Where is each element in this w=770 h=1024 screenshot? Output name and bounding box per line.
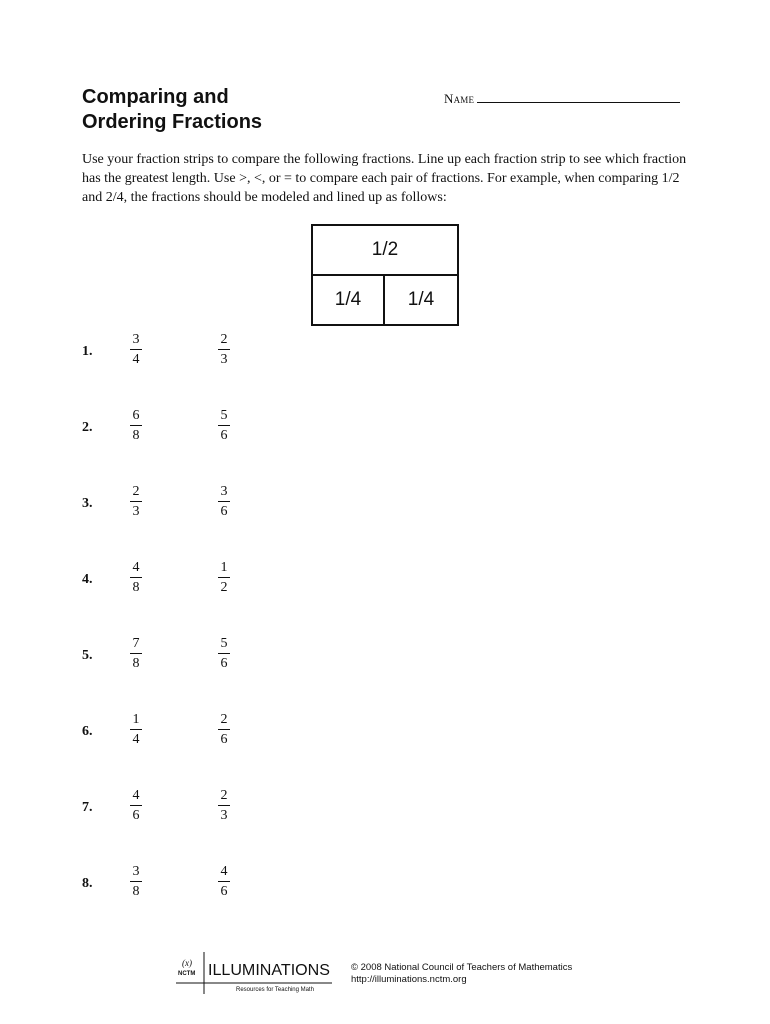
- fraction-a: [128, 635, 144, 672]
- fraction-bar: [218, 881, 230, 882]
- fraction-bar: [218, 729, 230, 730]
- denominator: 3: [220, 808, 228, 823]
- problem-row: [82, 407, 282, 451]
- fraction-b: [216, 483, 232, 520]
- strip-quarter-2: 1/4: [407, 289, 435, 310]
- problem-row: [82, 483, 282, 527]
- fraction-bar: [218, 577, 230, 578]
- fraction-b: [216, 635, 232, 672]
- denominator: 6: [132, 808, 140, 823]
- fraction-a: [128, 863, 144, 900]
- fraction-bar: [130, 805, 142, 806]
- denominator: 8: [132, 428, 140, 443]
- problem-number: 3.: [82, 496, 93, 511]
- fraction-a: [128, 331, 144, 368]
- strip-quarter-1: 1/4: [313, 276, 385, 324]
- denominator: 6: [220, 732, 228, 747]
- denominator: 2: [220, 580, 228, 595]
- problem-number: 6.: [82, 724, 93, 739]
- numerator: 1: [132, 712, 140, 727]
- title-line-1: Comparing and: [82, 86, 229, 108]
- problem-number: 2.: [82, 420, 93, 435]
- numerator: 5: [220, 636, 228, 651]
- fraction-b: [216, 407, 232, 444]
- numerator: 4: [132, 560, 140, 575]
- fraction-bar: [218, 501, 230, 502]
- denominator: 4: [132, 352, 140, 367]
- strip-half: 1/2: [313, 226, 457, 276]
- problem-number: 8.: [82, 876, 93, 891]
- svg-text:NCTM: NCTM: [178, 971, 196, 977]
- denominator: 6: [220, 428, 228, 443]
- numerator: 5: [220, 408, 228, 423]
- problem-number: 1.: [82, 344, 93, 359]
- numerator: 2: [220, 332, 228, 347]
- instructions-text: Use your fraction strips to compare the following fractions. Line up each fraction strip to see which fraction has the greatest length. Use >, <, or = to compare each pair of fractions. For example, when comparing 1/2 and 2/4, the fractions should be modeled and lined up as follows:: [82, 152, 687, 205]
- numerator: 3: [220, 484, 228, 499]
- fraction-b: [216, 863, 232, 900]
- denominator: 8: [132, 656, 140, 671]
- svg-text:ILLUMINATIONS: ILLUMINATIONS: [208, 962, 330, 979]
- footer-copyright: [351, 962, 572, 986]
- problem-row: [82, 711, 282, 755]
- copyright-line: © 2008 National Council of Teachers of Mathematics: [351, 962, 573, 973]
- denominator: 8: [132, 884, 140, 899]
- fraction-bar: [130, 349, 142, 350]
- fraction-b: [216, 331, 232, 368]
- problem-row: [82, 559, 282, 603]
- fraction-b: [216, 559, 232, 596]
- problem-row: [82, 331, 282, 375]
- denominator: 6: [220, 884, 228, 899]
- svg-text:(x): (x): [182, 958, 192, 968]
- problem-row: [82, 787, 282, 831]
- denominator: 6: [220, 656, 228, 671]
- fraction-bar: [218, 805, 230, 806]
- numerator: 4: [132, 788, 140, 803]
- fraction-bar: [130, 577, 142, 578]
- svg-text:Resources for Teaching Math: Resources for Teaching Math: [236, 987, 314, 993]
- numerator: 6: [132, 408, 140, 423]
- fraction-bar: [130, 729, 142, 730]
- name-label: Name: [444, 91, 475, 106]
- numerator: 2: [220, 712, 228, 727]
- fraction-b: [216, 711, 232, 748]
- problem-row: [82, 863, 282, 907]
- fraction-bar: [218, 425, 230, 426]
- numerator: 4: [220, 864, 228, 879]
- fraction-bar: [130, 501, 142, 502]
- fraction-a: [128, 711, 144, 748]
- fraction-a: [128, 559, 144, 596]
- problem-number: 7.: [82, 800, 93, 815]
- denominator: 6: [220, 504, 228, 519]
- fraction-a: [128, 407, 144, 444]
- numerator: 3: [132, 864, 140, 879]
- title-line-2: Ordering Fractions: [82, 111, 263, 133]
- fraction-bar: [130, 425, 142, 426]
- footer-url: http://illuminations.nctm.org: [351, 974, 467, 985]
- problem-row: [82, 635, 282, 679]
- denominator: 8: [132, 580, 140, 595]
- fraction-bar: [218, 653, 230, 654]
- fraction-bar: [130, 653, 142, 654]
- name-field: [444, 90, 680, 107]
- fraction-a: [128, 483, 144, 520]
- name-blank-line: [477, 90, 680, 103]
- denominator: 4: [132, 732, 140, 747]
- fraction-a: [128, 787, 144, 824]
- denominator: 3: [132, 504, 140, 519]
- numerator: 7: [132, 636, 140, 651]
- problem-number: 4.: [82, 572, 93, 587]
- denominator: 3: [220, 352, 228, 367]
- numerator: 3: [132, 332, 140, 347]
- fraction-bar: [218, 349, 230, 350]
- illuminations-logo: [174, 951, 334, 995]
- numerator: 2: [132, 484, 140, 499]
- problem-number: 5.: [82, 648, 93, 663]
- example-fraction-strip: [311, 224, 459, 326]
- numerator: 1: [220, 560, 228, 575]
- fraction-bar: [130, 881, 142, 882]
- fraction-b: [216, 787, 232, 824]
- numerator: 2: [220, 788, 228, 803]
- worksheet-title: [82, 85, 402, 135]
